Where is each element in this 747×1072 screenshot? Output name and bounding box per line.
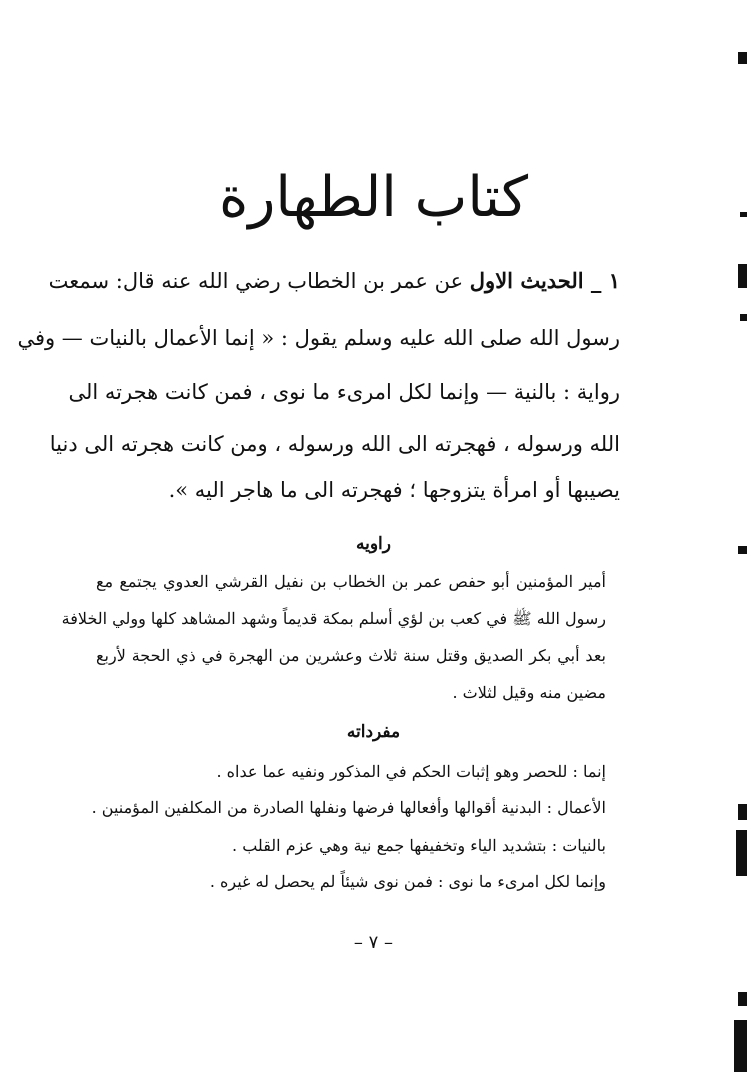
scan-edge-mark [738,52,747,64]
narrator-line-1: أمير المؤمنين أبو حفص عمر بن الخطاب بن نفيل القرشي العدوي يجتمع مع [96,572,606,591]
hadith-line-2: رسول الله صلى الله عليه وسلم يقول : « إنما الأعمال بالنيات — وفي [17,326,620,350]
scan-edge-mark [738,264,747,288]
chapter-title: كتاب الطهارة [219,165,528,230]
hadith-line-5: يصيبها أو امرأة يتزوجها ؛ فهجرته الى ما هاجر اليه ». [168,478,620,502]
vocabulary-heading: مفرداته [346,722,401,742]
hadith-lead: ١ _ الحديث الاول [469,268,620,293]
scan-edge-mark [736,830,747,876]
narrator-line-3: بعد أبي بكر الصديق وقتل سنة ثلاث وعشرين من الهجرة في ذي الحجة لأربع [96,646,606,665]
hadith-line-3: رواية : بالنية — وإنما لكل امرىء ما نوى ، فمن كانت هجرته الى [68,380,620,404]
hadith-line-1-text: عن عمر بن الخطاب رضي الله عنه قال: سمعت [48,269,470,293]
page-number: – ٧ – [353,932,394,953]
scan-edge-mark [740,212,747,217]
narrator-heading: راويه [356,534,391,554]
vocabulary-entry-1: إنما : للحصر وهو إثبات الحكم في المذكور ونفيه عما عداه . [216,762,606,781]
narrator-line-4: مضين منه وقيل لثلاث . [452,683,606,702]
narrator-line-2: رسول الله ﷺ في كعب بن لؤي أسلم بمكة قديماً وشهد المشاهد كلها وولي الخلافة [61,609,606,628]
scan-edge-mark [734,1020,747,1072]
vocabulary-entry-3: بالنيات : بتشديد الياء وتخفيفها جمع نية وهي عزم القلب . [232,836,606,855]
scan-edge-mark [738,992,747,1006]
vocabulary-entry-2: الأعمال : البدنية أقوالها وأفعالها فرضها ونفلها الصادرة من المكلفين المؤمنين . [91,798,606,817]
vocabulary-entry-4: وإنما لكل امرىء ما نوى : فمن نوى شيئاً لم يحصل له غيره . [209,872,606,891]
scan-edge-mark [738,546,747,554]
hadith-line-1 [48,268,620,293]
scan-edge-mark [738,804,747,820]
scan-edge-mark [740,314,747,321]
hadith-line-4: الله ورسوله ، فهجرته الى الله ورسوله ، ومن كانت هجرته الى دنيا [49,432,620,456]
